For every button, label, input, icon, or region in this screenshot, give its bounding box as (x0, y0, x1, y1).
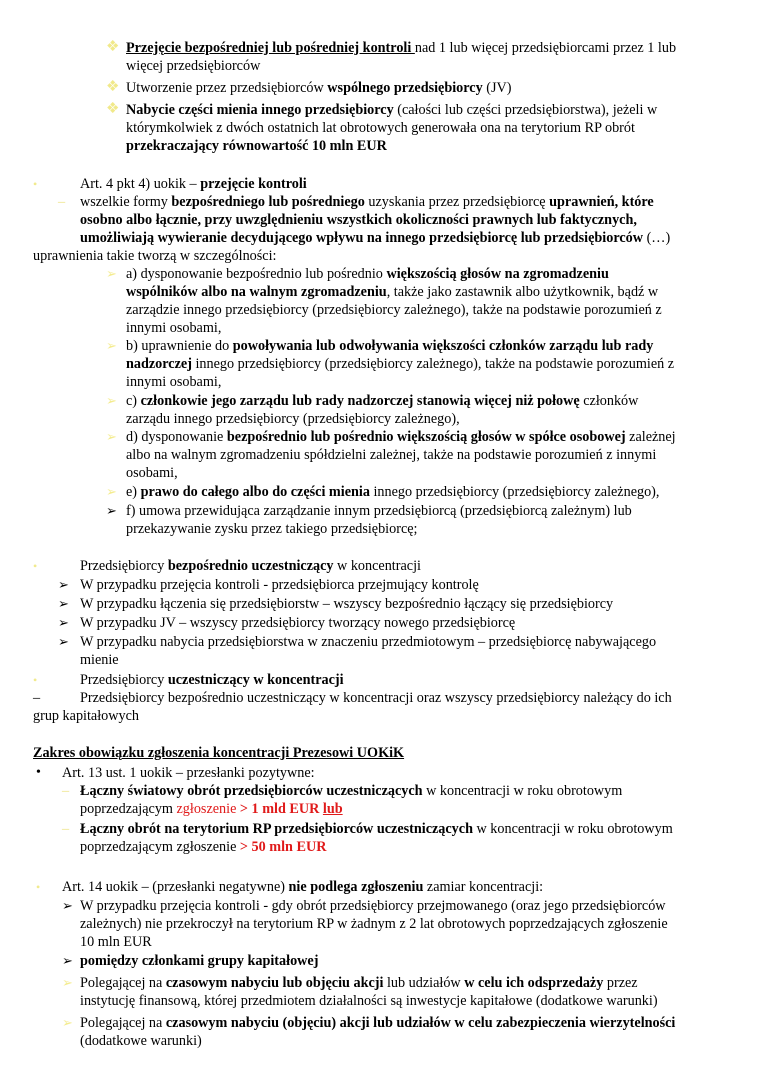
art13-heading: Art. 13 ust. 1 uokik – przesłanki pozytywne: (62, 765, 315, 781)
dot-bullet-icon: • (33, 177, 38, 191)
arrow-bullet-icon: ➢ (106, 429, 117, 444)
art13-condition-1-cont: poprzedzającym zgłoszenie > 1 mld EUR lub (80, 801, 343, 817)
arrow-bullet-icon: ➢ (58, 596, 69, 611)
art4-item-a-4: innymi osobami, (126, 320, 222, 336)
art4-item-c: c) członkowie jego zarządu lub rady nadzorczej stanowią więcej niż połowę członków (126, 393, 639, 409)
arrow-bullet-icon: ➢ (62, 898, 73, 913)
dash-bullet-icon: – (62, 783, 70, 799)
participants-heading: Przedsiębiorcy bezpośrednio uczestniczący w koncentracji (80, 558, 421, 574)
art14-exclusion-2: pomiędzy członkami grupy kapitałowej (80, 953, 319, 969)
art13-condition-2-cont: poprzedzającym zgłoszenie > 50 mln EUR (80, 839, 327, 855)
diamond-bullet-icon: ❖ (106, 39, 120, 55)
diamond-bullet-icon: ❖ (106, 101, 120, 117)
arrow-bullet-icon: ➢ (106, 503, 117, 518)
art13-condition-1: Łączny światowy obrót przedsiębiorców uczestniczących w koncentracji w roku obrotowym (80, 783, 623, 799)
dash-bullet-icon: – (33, 690, 41, 706)
arrow-bullet-icon: ➢ (58, 577, 69, 592)
art4-item-b: b) uprawnienie do powoływania lub odwoływania większości członków zarządu lub rady (126, 338, 654, 354)
dash-bullet-icon: – (62, 821, 70, 837)
concentration-item-1: Przejęcie bezpośredniej lub pośredniej kontroli nad 1 lub więcej przedsiębiorcami przez 1 lub (126, 40, 677, 56)
arrow-bullet-icon: ➢ (62, 953, 73, 968)
art4-item-f-2: przekazywanie zysku przez takiego przedsiębiorcę; (126, 521, 418, 537)
arrow-bullet-icon: ➢ (58, 615, 69, 630)
art4-item-e: e) prawo do całego albo do części mienia innego przedsiębiorcy (przedsiębiorcy zależnego), (126, 484, 660, 500)
art4-definition-2: osobno albo łącznie, przy uwzględnieniu wszystkich okoliczności prawnych lub faktycznych, (80, 212, 637, 228)
arrow-bullet-icon: ➢ (58, 634, 69, 649)
art4-item-c-2: zarządu innego przedsiębiorcy (przedsiębiorcy zależnego), (126, 411, 460, 427)
diamond-bullet-icon: ❖ (106, 79, 120, 95)
dot-bullet-icon: • (33, 559, 38, 573)
art13-condition-2: Łączny obrót na terytorium RP przedsiębiorców uczestniczących w koncentracji w roku obrotowym (80, 821, 673, 837)
art4-definition: wszelkie formy bezpośredniego lub pośredniego uzyskania przez przedsiębiorcę uprawnień, które (80, 194, 654, 210)
art4-heading: Art. 4 pkt 4) uokik – przejęcie kontroli (80, 176, 307, 192)
arrow-bullet-icon: ➢ (106, 393, 117, 408)
participants-item-1: W przypadku przejęcia kontroli - przedsiębiorca przejmujący kontrolę (80, 577, 479, 593)
art4-item-d-2: albo na walnym zgromadzeniu spółdzielni zależnej, także na podstawie porozumień z innymi (126, 447, 657, 463)
arrow-bullet-icon: ➢ (106, 484, 117, 499)
arrow-bullet-icon: ➢ (106, 266, 117, 281)
concentration-item-3: Nabycie części mienia innego przedsiębiorcy (całości lub części przedsiębiorstwa), jeżeli w (126, 102, 658, 118)
concentration-item-3-cont: którymkolwiek z dwóch ostatnich lat obrotowych generowała ona na terytorium RP obrót (126, 120, 635, 136)
art4-item-d-3: osobami, (126, 465, 178, 481)
art14-exclusion-4: Polegającej na czasowym nabyciu (objęciu) akcji lub udziałów w celu zabezpieczenia wierzytelności (80, 1015, 676, 1031)
art4-item-a-2: wspólników albo na walnym zgromadzeniu, także jako zastawnik albo użytkownik, bądź w (126, 284, 659, 300)
participants-item-2: W przypadku łączenia się przedsiębiorstw – wszyscy bezpośrednio łączący się przedsiębiorcy (80, 596, 614, 612)
art14-exclusion-1-cont2: 10 mln EUR (80, 934, 152, 950)
dot-bullet-icon: • (36, 880, 41, 894)
art14-exclusion-3-cont: instytucję finansową, której przedmiotem działalności są inwestycje kapitałowe (dodatkowe warunki) (80, 993, 658, 1009)
art4-item-d: d) dysponowanie bezpośrednio lub pośrednio większością głosów w spółce osobowej zależnej (126, 429, 676, 445)
section-title: Zakres obowiązku zgłoszenia koncentracji Prezesowi UOKiK (33, 745, 405, 761)
art14-exclusion-1-cont: zależnych) nie przekroczył na terytorium RP w żadnym z 2 lat obrotowych poprzedzających zgłoszenie (80, 916, 668, 932)
art4-item-a: a) dysponowanie bezpośrednio lub pośrednio większością głosów na zgromadzeniu (126, 266, 609, 282)
dot-bullet-icon: • (33, 673, 38, 687)
participants-heading-2: Przedsiębiorcy uczestniczący w koncentracji (80, 672, 344, 688)
concentration-item-2: Utworzenie przez przedsiębiorców wspólnego przedsiębiorcy (JV) (126, 80, 512, 96)
art14-exclusion-4-cont: (dodatkowe warunki) (80, 1033, 202, 1049)
art14-exclusion-1: W przypadku przejęcia kontroli - gdy obrót przedsiębiorcy przejmowanego (oraz jego przedsiębiorców (80, 898, 666, 914)
participants-item-4: W przypadku nabycia przedsiębiorstwa w znaczeniu przedmiotowym – przedsiębiorcę nabywającego (80, 634, 657, 650)
arrow-bullet-icon: ➢ (62, 1015, 73, 1030)
art4-item-b-3: innymi osobami, (126, 374, 222, 390)
art14-heading: Art. 14 uokik – (przesłanki negatywne) nie podlega zgłoszeniu zamiar koncentracji: (62, 879, 544, 895)
art4-item-b-2: nadzorczej innego przedsiębiorcy (przedsiębiorcy zależnego), także na podstawie porozumień z (126, 356, 675, 372)
art4-definition-3: umożliwiają wywieranie decydującego wpływu na innego przedsiębiorcę lub przedsiębiorców (…) (80, 230, 671, 246)
participants-item-3: W przypadku JV – wszyscy przedsiębiorcy tworzący nowego przedsiębiorcę (80, 615, 516, 631)
dash-bullet-icon: – (58, 194, 66, 210)
art14-exclusion-3: Polegającej na czasowym nabyciu lub objęciu akcji lub udziałów w celu ich odsprzedaży przez (80, 975, 638, 991)
art4-item-f: f) umowa przewidująca zarządzanie innym przedsiębiorcą (przedsiębiorcą zależnym) lub (126, 503, 632, 519)
participants-definition-2: grup kapitałowych (33, 708, 139, 724)
dot-bullet-icon: • (36, 765, 41, 780)
participants-item-4-cont: mienie (80, 652, 119, 668)
concentration-item-1-cont: więcej przedsiębiorców (126, 58, 261, 74)
arrow-bullet-icon: ➢ (62, 975, 73, 990)
concentration-item-3-cont2: przekraczający równowartość 10 mln EUR (126, 138, 387, 154)
art4-item-a-3: zarządzie innego przedsiębiorcy (przedsiębiorcy zależnego), także na podstawie porozumień z (126, 302, 662, 318)
participants-definition: Przedsiębiorcy bezpośrednio uczestniczący w koncentracji oraz wszyscy przedsiębiorcy należący do ich (80, 690, 672, 706)
art4-definition-4: uprawnienia takie tworzą w szczególności: (33, 248, 277, 264)
arrow-bullet-icon: ➢ (106, 338, 117, 353)
